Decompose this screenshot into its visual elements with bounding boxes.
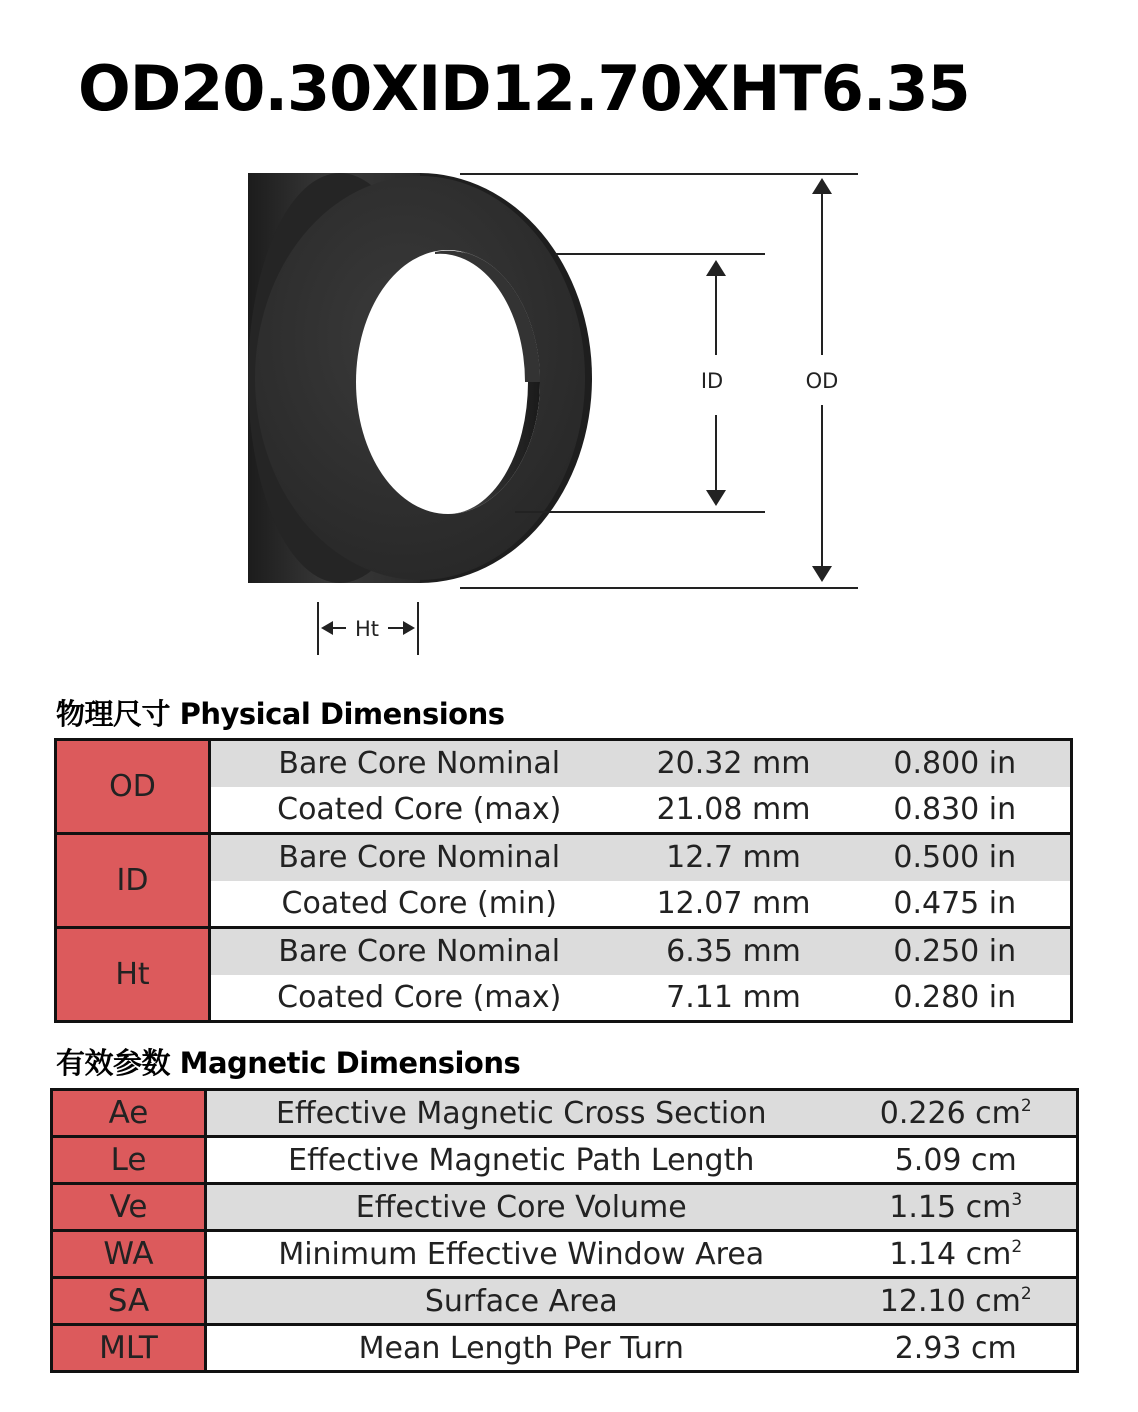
toroid-core — [248, 173, 592, 583]
param-label: SA — [52, 1278, 206, 1325]
dimension-description: Coated Core (max) — [210, 975, 628, 1022]
dimension-description: Bare Core Nominal — [210, 740, 628, 787]
table-row — [52, 1325, 1078, 1372]
param-label: WA — [52, 1231, 206, 1278]
table-row — [56, 928, 1072, 975]
dimension-description: Bare Core Nominal — [210, 928, 628, 975]
dimension-mm: 12.7 mm — [628, 834, 840, 881]
id-row-label: ID — [56, 834, 210, 928]
id-label: ID — [700, 369, 724, 393]
od-label: OD — [805, 369, 839, 393]
toroid-diagram — [0, 150, 1138, 670]
dimension-mm: 20.32 mm — [628, 740, 840, 787]
param-description: Minimum Effective Window Area — [206, 1231, 836, 1278]
physical-heading: 物理尺寸 Physical Dimensions — [56, 697, 505, 731]
param-label: MLT — [52, 1325, 206, 1372]
dimension-mm: 21.08 mm — [628, 787, 840, 834]
magnetic-heading: 有效参数 Magnetic Dimensions — [56, 1046, 521, 1080]
table-row — [52, 1184, 1078, 1231]
param-description: Surface Area — [206, 1278, 836, 1325]
page-title: OD20.30XID12.70XHT6.35 — [78, 52, 970, 125]
dimension-description: Coated Core (max) — [210, 787, 628, 834]
physical-dimensions-table — [54, 738, 1073, 1023]
dimension-mm: 12.07 mm — [628, 881, 840, 928]
param-value: 1.15 $cm^3$ — [836, 1184, 1078, 1231]
dimension-in: 0.475 in — [840, 881, 1072, 928]
table-row — [56, 834, 1072, 881]
param-value: 0.226 $cm^2$ — [836, 1090, 1078, 1137]
param-label: Ve — [52, 1184, 206, 1231]
dimension-in: 0.830 in — [840, 787, 1072, 834]
dimension-in: 0.800 in — [840, 740, 1072, 787]
table-row — [52, 1090, 1078, 1137]
dimension-mm: 7.11 mm — [628, 975, 840, 1022]
param-description: Effective Magnetic Cross Section — [206, 1090, 836, 1137]
table-row — [52, 1278, 1078, 1325]
dimension-mm: 6.35 mm — [628, 928, 840, 975]
param-label: Ae — [52, 1090, 206, 1137]
param-value: 2.93 cm — [836, 1325, 1078, 1372]
table-row — [52, 1137, 1078, 1184]
param-description: Effective Core Volume — [206, 1184, 836, 1231]
dimension-in: 0.250 in — [840, 928, 1072, 975]
param-description: Effective Magnetic Path Length — [206, 1137, 836, 1184]
param-value: 5.09 cm — [836, 1137, 1078, 1184]
param-description: Mean Length Per Turn — [206, 1325, 836, 1372]
param-value: 1.14 $cm^2$ — [836, 1231, 1078, 1278]
dimension-description: Coated Core (min) — [210, 881, 628, 928]
magnetic-dimensions-table — [50, 1088, 1079, 1373]
od-row-label: OD — [56, 740, 210, 834]
table-row — [56, 740, 1072, 787]
dimension-in: 0.280 in — [840, 975, 1072, 1022]
param-label: Le — [52, 1137, 206, 1184]
param-value: 12.10 $cm^2$ — [836, 1278, 1078, 1325]
ht-label: Ht — [354, 617, 380, 641]
ht-row-label: Ht — [56, 928, 210, 1022]
dimension-description: Bare Core Nominal — [210, 834, 628, 881]
dimension-in: 0.500 in — [840, 834, 1072, 881]
table-row — [52, 1231, 1078, 1278]
